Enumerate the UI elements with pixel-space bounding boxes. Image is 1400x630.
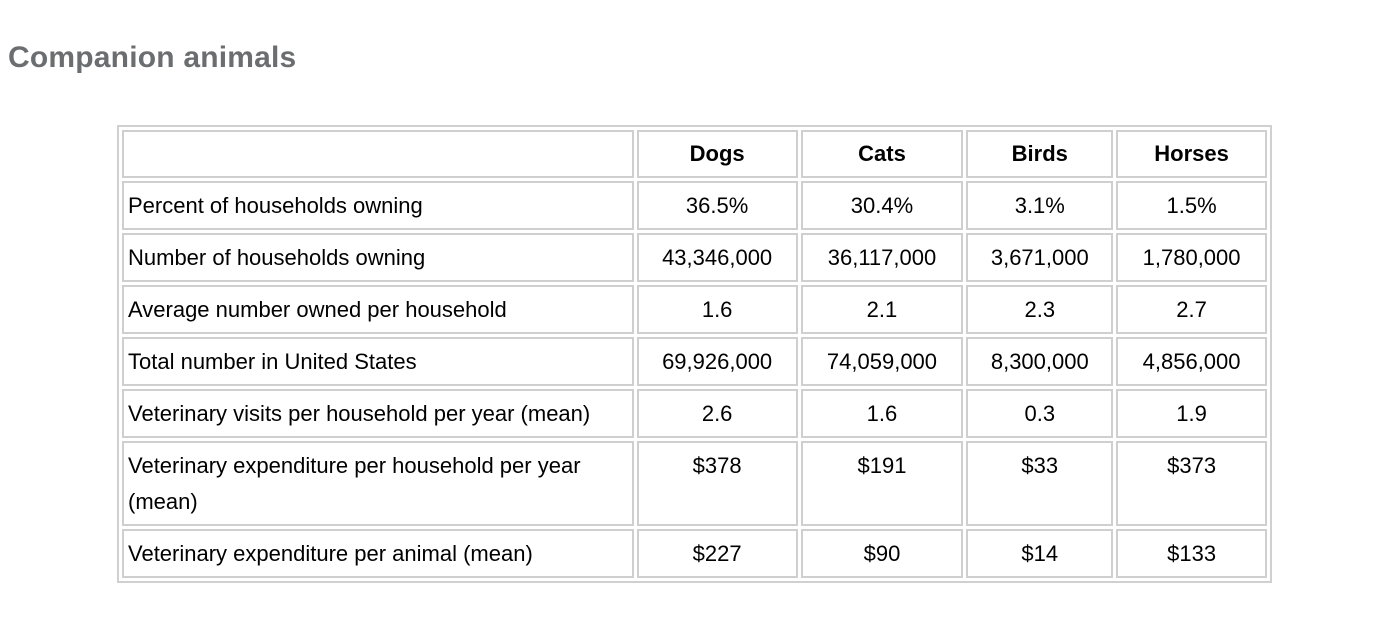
cell-cats: $90: [801, 529, 964, 578]
row-label: Number of households owning: [122, 233, 634, 282]
cell-cats: 2.1: [801, 285, 964, 334]
cell-birds: 2.3: [966, 285, 1113, 334]
cell-horses: $133: [1116, 529, 1267, 578]
cell-horses: 1.9: [1116, 389, 1267, 438]
cell-dogs: 69,926,000: [637, 337, 798, 386]
cell-birds: 3,671,000: [966, 233, 1113, 282]
section-title: Companion animals: [8, 41, 297, 74]
cell-dogs: 36.5%: [637, 181, 798, 230]
cell-dogs: 43,346,000: [637, 233, 798, 282]
cell-dogs: 2.6: [637, 389, 798, 438]
companion-animals-table-frame: [117, 125, 1272, 583]
table-row: [122, 181, 1267, 230]
cell-horses: 1,780,000: [1116, 233, 1267, 282]
row-label: Total number in United States: [122, 337, 634, 386]
cell-dogs: 1.6: [637, 285, 798, 334]
cell-birds: $33: [966, 441, 1113, 526]
column-header-cats: Cats: [801, 130, 964, 178]
column-header-dogs: Dogs: [637, 130, 798, 178]
corner-header-cell: [122, 130, 634, 178]
cell-cats: 36,117,000: [801, 233, 964, 282]
row-label: Average number owned per household: [122, 285, 634, 334]
cell-horses: 1.5%: [1116, 181, 1267, 230]
cell-birds: 0.3: [966, 389, 1113, 438]
table-row: [122, 389, 1267, 438]
cell-dogs: $378: [637, 441, 798, 526]
row-label: Percent of households owning: [122, 181, 634, 230]
table-row: [122, 285, 1267, 334]
cell-cats: $191: [801, 441, 964, 526]
companion-animals-table: [119, 127, 1270, 581]
cell-horses: 4,856,000: [1116, 337, 1267, 386]
cell-horses: $373: [1116, 441, 1267, 526]
row-label: Veterinary expenditure per animal (mean): [122, 529, 634, 578]
cell-horses: 2.7: [1116, 285, 1267, 334]
table-row: [122, 441, 1267, 526]
cell-cats: 30.4%: [801, 181, 964, 230]
header-row: [122, 130, 1267, 178]
row-label: Veterinary expenditure per household per year (mean): [122, 441, 634, 526]
column-header-horses: Horses: [1116, 130, 1267, 178]
cell-cats: 1.6: [801, 389, 964, 438]
cell-dogs: $227: [637, 529, 798, 578]
cell-birds: 3.1%: [966, 181, 1113, 230]
table-row: [122, 233, 1267, 282]
cell-cats: 74,059,000: [801, 337, 964, 386]
cell-birds: $14: [966, 529, 1113, 578]
column-header-birds: Birds: [966, 130, 1113, 178]
table-row: [122, 337, 1267, 386]
table-row: [122, 529, 1267, 578]
row-label: Veterinary visits per household per year (mean): [122, 389, 634, 438]
cell-birds: 8,300,000: [966, 337, 1113, 386]
